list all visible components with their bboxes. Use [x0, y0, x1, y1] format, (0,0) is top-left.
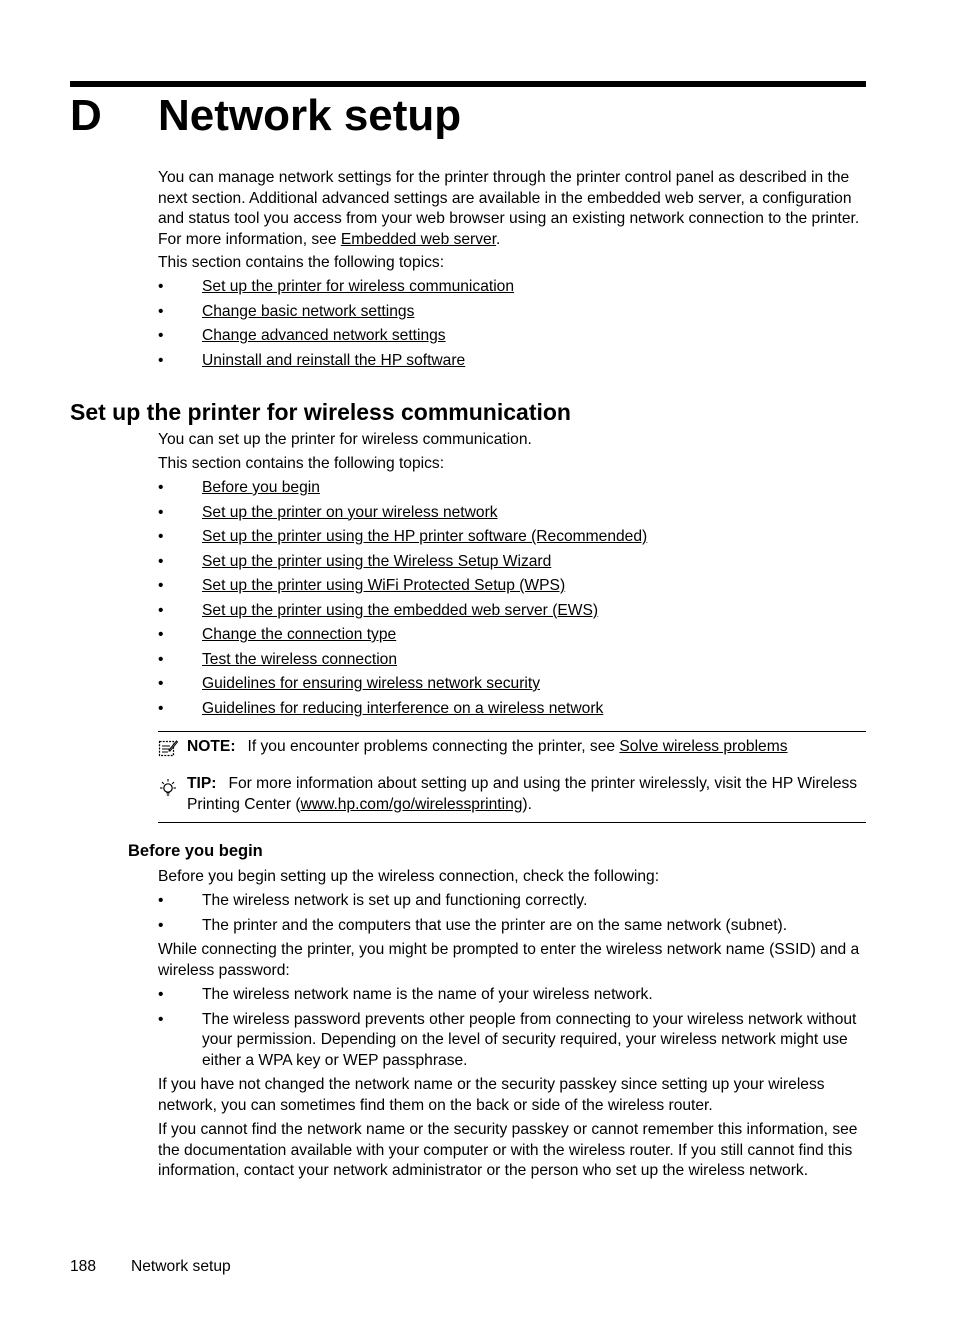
- list-item: • Change basic network settings: [158, 302, 415, 320]
- intro-topics-lead: This section contains the following topics:: [158, 254, 445, 271]
- note-top-rule: [158, 731, 866, 732]
- list-item: • The printer and the computers that use the printer are on the same network (subnet).: [158, 916, 788, 934]
- intro-paragraph: You can manage network settings for the printer through the printer control panel as described in the next section. Additional advanced settings are available in the embedded web server, a configuration and status tool you access from your web browser using an existing network connection to the printer. For more information, see Embedded web server.: [158, 169, 860, 248]
- page-number: 188: [70, 1258, 97, 1275]
- list-item: • Set up the printer using the HP printer software (Recommended): [158, 528, 648, 545]
- chapter-letter: D: [70, 91, 102, 140]
- topic-link[interactable]: Change advanced network settings: [202, 327, 446, 344]
- topic-link[interactable]: Before you begin: [202, 479, 320, 496]
- list-item: • Guidelines for ensuring wireless network security: [158, 675, 541, 692]
- topic-link[interactable]: Set up the printer on your wireless network: [202, 503, 498, 521]
- list-item: • The wireless network is set up and functioning correctly.: [158, 892, 588, 909]
- topic-link[interactable]: Set up the printer using WiFi Protected Setup (WPS): [202, 577, 566, 594]
- section-paragraph: You can set up the printer for wireless communication.: [158, 431, 532, 448]
- topic-link[interactable]: Guidelines for reducing interference on a wireless network: [202, 699, 604, 717]
- list-item: • Uninstall and reinstall the HP software: [158, 351, 466, 369]
- subsection-heading: Before you begin: [128, 842, 263, 860]
- topic-link[interactable]: Uninstall and reinstall the HP software: [202, 351, 466, 369]
- wireless-printing-link[interactable]: www.hp.com/go/wirelessprinting: [300, 795, 523, 813]
- note-label: NOTE:: [187, 738, 236, 755]
- topic-link[interactable]: Change basic network settings: [202, 302, 415, 320]
- list-item: • The wireless network name is the name of your wireless network.: [158, 986, 653, 1003]
- tip-label: TIP:: [187, 775, 217, 792]
- section-heading: Set up the printer for wireless communication: [70, 399, 571, 425]
- chapter-title: Network setup: [158, 91, 462, 140]
- section-topics-list: [158, 478, 866, 719]
- embedded-web-server-link[interactable]: Embedded web server: [340, 230, 497, 248]
- list-item: • Set up the printer using WiFi Protected Setup (WPS): [158, 577, 566, 594]
- before-checklist: [158, 891, 866, 936]
- list-item: • Set up the printer for wireless communication: [158, 278, 515, 295]
- before-definitions: [158, 985, 866, 1071]
- intro-topics-list: [158, 277, 866, 371]
- before-paragraph-2: While connecting the printer, you might be prompted to enter the wireless network name (SSID) and a wireless password:: [158, 941, 860, 979]
- note-text: NOTE: If you encounter problems connecting the printer, see Solve wireless problems: [187, 738, 788, 755]
- list-item: • Guidelines for reducing interference on a wireless network: [158, 699, 604, 717]
- list-item: • Change advanced network settings: [158, 327, 446, 344]
- list-item: • Test the wireless connection: [158, 650, 398, 668]
- topic-link[interactable]: Set up the printer using the embedded web server (EWS): [202, 601, 599, 619]
- footer-section-title: Network setup: [131, 1258, 231, 1275]
- topic-link[interactable]: Set up the printer using the HP printer software (Recommended): [202, 528, 648, 545]
- list-item: • Before you begin: [158, 479, 320, 496]
- lightbulb-icon: [158, 778, 178, 798]
- list-item: • Set up the printer using the Wireless Setup Wizard: [158, 552, 552, 570]
- list-item: • Change the connection type: [158, 626, 397, 643]
- section-topics-lead: This section contains the following topics:: [158, 455, 445, 472]
- topic-link[interactable]: Set up the printer for wireless communication: [202, 278, 515, 295]
- before-paragraph-1: Before you begin setting up the wireless connection, check the following:: [158, 868, 660, 885]
- tip-bottom-rule: [158, 822, 866, 823]
- list-item: • Set up the printer on your wireless network: [158, 503, 498, 521]
- tip-text: TIP: For more information about setting up and using the printer wirelessly, visit the HP Wireless Printing Center (www.hp.com/go/wirelessprinting).: [187, 775, 858, 813]
- topic-link[interactable]: Set up the printer using the Wireless Setup Wizard: [202, 552, 552, 570]
- topic-link[interactable]: Guidelines for ensuring wireless network security: [202, 675, 541, 692]
- topic-link[interactable]: Test the wireless connection: [202, 650, 398, 668]
- chapter-top-rule: [70, 81, 866, 87]
- topic-link[interactable]: Change the connection type: [202, 626, 397, 643]
- note-icon: [158, 738, 178, 758]
- list-item: • The wireless password prevents other people from connecting to your wireless network without your permission. Depending on the level of security required, your wireless network might use either a WPA key or WEP passphrase.: [158, 1010, 857, 1069]
- solve-wireless-problems-link[interactable]: Solve wireless problems: [619, 738, 788, 755]
- list-item: • Set up the printer using the embedded web server (EWS): [158, 601, 599, 619]
- before-paragraph-4: If you cannot find the network name or the security passkey or cannot remember this information, see the documentation available with your computer or with the wireless router. If you still cannot find this information, contact your network administrator or the person who set up the wireless network.: [158, 1121, 858, 1179]
- before-paragraph-3: If you have not changed the network name or the security passkey since setting up your wireless network, you can sometimes find them on the back or side of the wireless router.: [158, 1076, 825, 1114]
